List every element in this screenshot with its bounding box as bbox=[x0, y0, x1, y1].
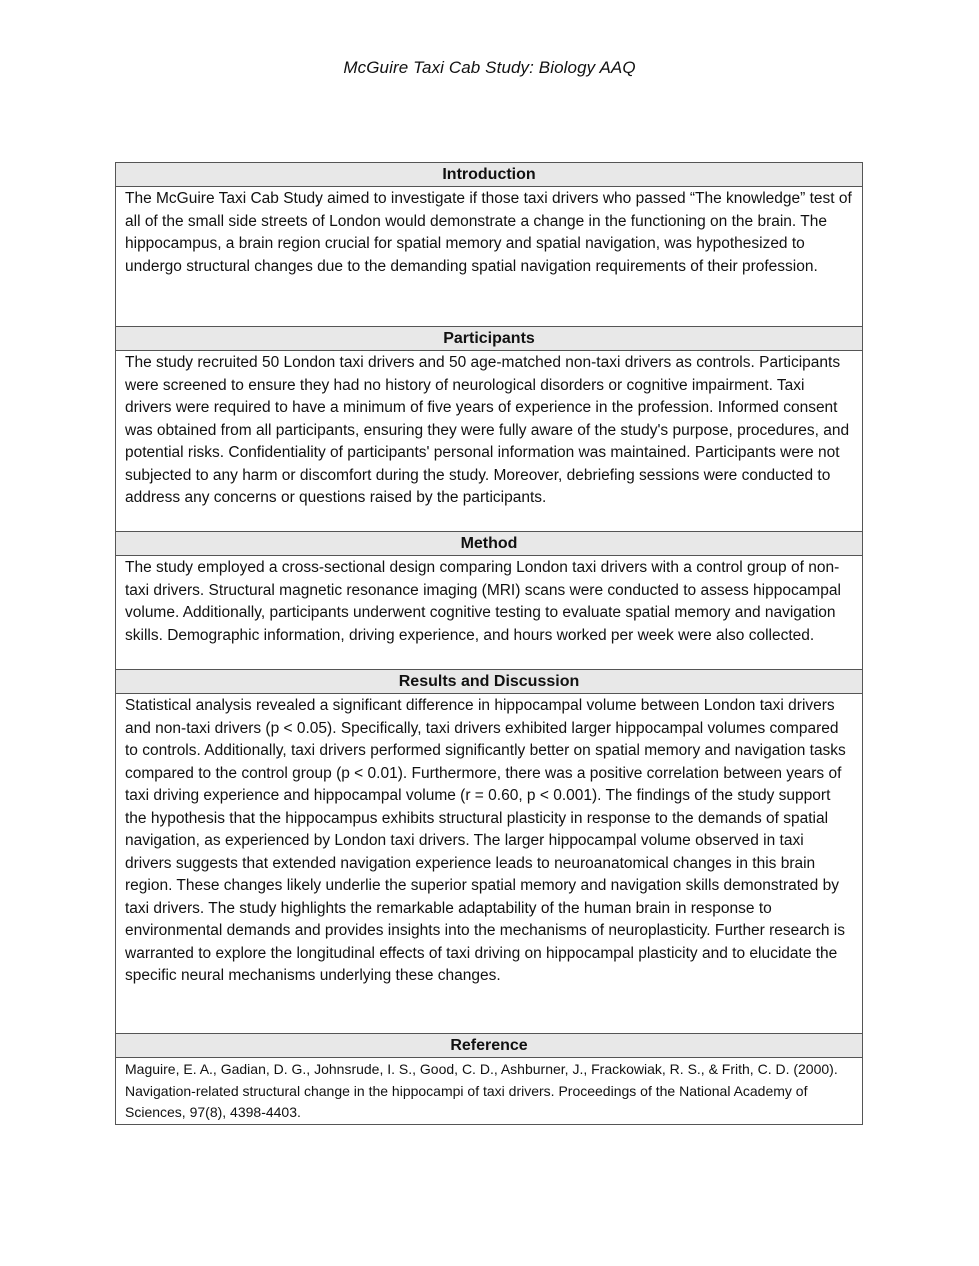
reference-heading: Reference bbox=[116, 1034, 862, 1058]
document-table bbox=[115, 162, 863, 1125]
reference-body: Maguire, E. A., Gadian, D. G., Johnsrude, I. S., Good, C. D., Ashburner, J., Frackowiak, R. S., & Frith, C. D. (2000). Navigation-related structural change in the hippocampi of taxi drivers. Proceedings of the National Academy of Sciences, 97(8), 4398-4403. bbox=[125, 1061, 838, 1120]
participants-heading: Participants bbox=[116, 327, 862, 351]
method-heading: Method bbox=[116, 532, 862, 556]
method-body: The study employed a cross-sectional design comparing London taxi drivers with a control group of non-taxi drivers. Structural magnetic resonance imaging (MRI) scans were conducted to assess hippocampal volume. Additionally, participants underwent cognitive testing to evaluate spatial memory and navigation skills. Demographic information, driving experience, and hours worked per week were also collected. bbox=[116, 556, 862, 670]
results-heading: Results and Discussion bbox=[116, 670, 862, 694]
results-body: Statistical analysis revealed a significant difference in hippocampal volume between London taxi drivers and non-taxi drivers (p < 0.05). Specifically, taxi drivers exhibited larger hippocampal volumes compared to controls. Additionally, taxi drivers performed significantly better on spatial memory and navigation tasks compared to the control group (p < 0.01). Furthermore, there was a positive correlation between years of taxi driving experience and hippocampal volume (r = 0.60, p < 0.001). The findings of the study support the hypothesis that the hippocampus exhibits structural plasticity in response to the demands of spatial navigation, as experienced by London taxi drivers. The larger hippocampal volume observed in taxi drivers suggests that extended navigation experience leads to neuroanatomical changes in this brain region. These changes likely underlie the superior spatial memory and navigation skills demonstrated by taxi drivers. The study highlights the remarkable adaptability of the human brain in response to environmental demands and provides insights into the mechanisms of neuroplasticity. Further research is warranted to explore the longitudinal effects of taxi driving on hippocampal plasticity and to elucidate the specific neural mechanisms underlying these changes. bbox=[116, 694, 862, 1034]
introduction-body: The McGuire Taxi Cab Study aimed to investigate if those taxi drivers who passed “The knowledge” test of all of the small side streets of London would demonstrate a change in the functioning on the brain. The hippocampus, a brain region crucial for spatial memory and spatial navigation, was hypothesized to undergo structural changes due to the demanding spatial navigation requirements of their profession. bbox=[116, 187, 862, 327]
introduction-heading: Introduction bbox=[116, 163, 862, 187]
participants-body: The study recruited 50 London taxi drivers and 50 age-matched non-taxi drivers as controls. Participants were screened to ensure they had no history of neurological disorders or cognitive impairment. Taxi drivers were required to have a minimum of five years of experience in the profession. Informed consent was obtained from all participants, ensuring they were fully aware of the study's purpose, procedures, and potential risks. Confidentiality of participants' personal information was maintained. Participants were not subjected to any harm or discomfort during the study. Moreover, debriefing sessions were conducted to address any concerns or questions raised by the participants. bbox=[116, 351, 862, 532]
page-title: McGuire Taxi Cab Study: Biology AAQ bbox=[343, 58, 636, 77]
